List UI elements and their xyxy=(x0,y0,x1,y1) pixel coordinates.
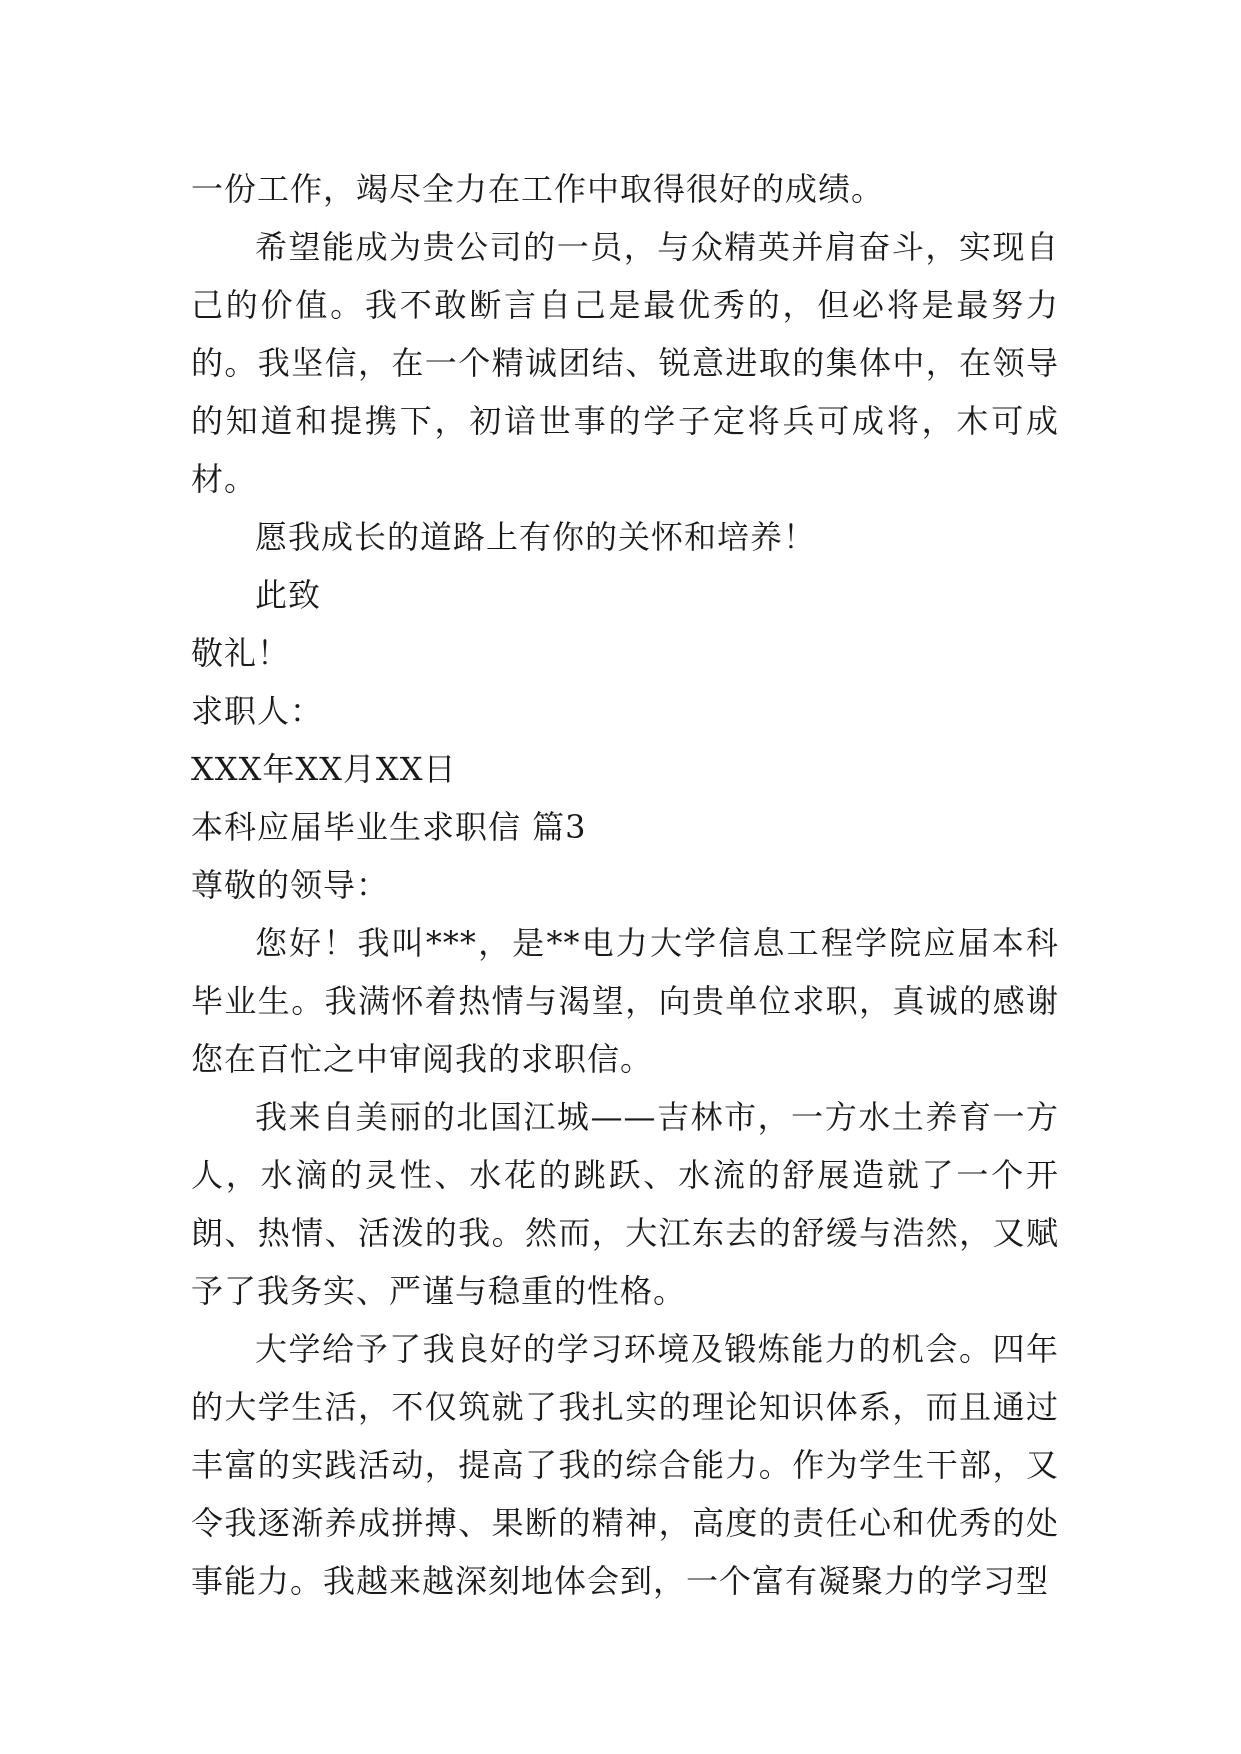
applicant-signature: 求职人： xyxy=(191,692,324,730)
paragraph-continuation: 一份工作，竭尽全力在工作中取得很好的成绩。 xyxy=(191,170,885,208)
paragraph-wish: 愿我成长的道路上有你的关怀和培养！ xyxy=(255,518,817,556)
paragraph-intro: 您好！我叫***，是**电力大学信息工程学院应届本科毕业生。我满怀着热情与渴望，向贵单位求职，真诚的感谢您在百忙之中审阅我的求职信。 xyxy=(191,924,1059,1078)
paragraph-hometown: 我来自美丽的北国江城——吉林市，一方水土养育一方人，水滴的灵性、水花的跳跃、水流的舒展造就了一个开朗、热情、活泼的我。然而，大江东去的舒缓与浩然，又赋予了我务实、严谨与稳重的性格。 xyxy=(191,1098,1059,1310)
letter-date: XXX年XX月XX日 xyxy=(191,750,457,788)
paragraph-university: 大学给予了我良好的学习环境及锻炼能力的机会。四年的大学生活，不仅筑就了我扎实的理论知识体系，而且通过丰富的实践活动，提高了我的综合能力。作为学生干部，又令我逐渐养成拼搏、果断的精神，高度的责任心和优秀的处事能力。我越来越深刻地体会到，一个富有凝聚力的学习型 xyxy=(191,1330,1059,1600)
letter-body xyxy=(191,160,1059,1610)
closing-respect: 敬礼！ xyxy=(191,634,291,672)
paragraph-hope: 希望能成为贵公司的一员，与众精英并肩奋斗，实现自己的价值。我不敢断言自己是最优秀的，但必将是最努力的。我坚信，在一个精诚团结、锐意进取的集体中，在领导的知道和提携下，初谙世事的学子定将兵可成将，木可成材。 xyxy=(191,228,1059,498)
closing-salutation: 此致 xyxy=(255,576,322,614)
greeting: 尊敬的领导： xyxy=(191,866,390,904)
section-title: 本科应届毕业生求职信 篇3 xyxy=(191,808,587,846)
